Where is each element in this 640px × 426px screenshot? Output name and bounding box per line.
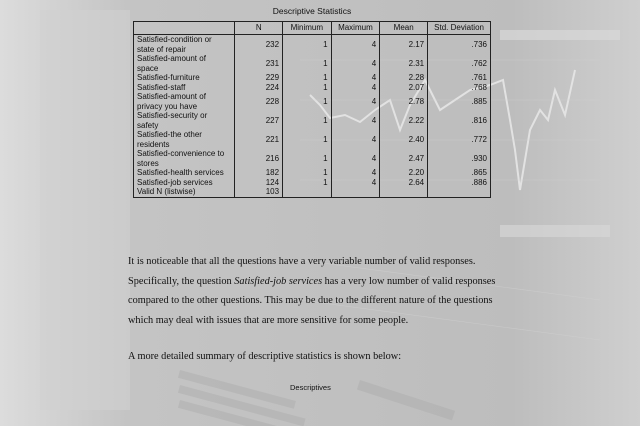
cell-maximum: 4 [331,92,380,111]
cell-n: 224 [235,83,283,93]
row-label [134,111,235,130]
cell-n: 227 [235,111,283,130]
summary-intro-text: A more detailed summary of descriptive statistics is shown below: [128,351,402,362]
cell-mean [380,187,428,197]
cell-std-deviation: .885 [428,92,491,111]
row-label [134,54,235,73]
row-label [134,130,235,149]
row-label [134,178,235,188]
paragraph-text: has a very low number of valid responses [322,275,496,287]
cell-n: 216 [235,149,283,168]
row-label-line: stores [137,158,159,168]
table-row [134,168,491,178]
row-label-line: state of repair [137,44,186,54]
cell-mean: 2.22 [380,111,428,130]
table-row [134,92,491,111]
header-mean: Mean [380,22,428,35]
analysis-paragraph [128,252,528,330]
cell-maximum: 4 [331,168,380,178]
row-label [134,149,235,168]
table-row [134,54,491,73]
cell-mean: 2.20 [380,168,428,178]
row-label-line: Valid N (listwise) [137,187,196,196]
table-row [134,178,491,188]
cell-maximum: 4 [331,130,380,149]
table-row [134,149,491,168]
row-label-line: Satisfied-amount of [137,92,206,101]
cell-minimum: 1 [283,92,332,111]
cell-mean: 2.28 [380,73,428,83]
row-label-line: Satisfied-condition or [137,35,212,44]
row-label-line: Satisfied-health services [137,168,224,177]
summary-intro [128,347,528,367]
cell-std-deviation: .736 [428,35,491,55]
cell-minimum: 1 [283,73,332,83]
header-n: N [235,22,283,35]
row-label [134,83,235,93]
cell-maximum: 4 [331,73,380,83]
row-label-line: Satisfied-furniture [137,73,200,82]
cell-minimum [283,187,332,197]
paragraph-line [128,272,528,292]
row-label-line: Satisfied-job services [137,177,213,187]
cell-std-deviation [428,187,491,197]
table-row [134,111,491,130]
cell-minimum: 1 [283,149,332,168]
cell-minimum: 1 [283,168,332,178]
row-label-line: Satisfied-the other [137,130,202,139]
row-label-line: safety [137,120,159,130]
cell-std-deviation: .886 [428,178,491,188]
cell-n: 231 [235,54,283,73]
table-row [134,35,491,55]
row-label-line: space [137,63,159,73]
descriptives-title: Descriptives [290,383,331,392]
cell-minimum: 1 [283,83,332,93]
row-label-line: Satisfied-staff [137,82,186,92]
cell-mean: 2.07 [380,83,428,93]
cell-std-deviation: .772 [428,130,491,149]
table-row [134,73,491,83]
cell-maximum: 4 [331,149,380,168]
paragraph-line: It is noticeable that all the questions have a very variable number of valid responses. [128,256,476,267]
cell-std-deviation: .762 [428,54,491,73]
table-row [134,130,491,149]
cell-std-deviation: .816 [428,111,491,130]
header-maximum: Maximum [331,22,380,35]
cell-n: 229 [235,73,283,83]
table-header-row [134,22,491,35]
paragraph-italic-term: Satisfied-job services [234,275,323,287]
cell-std-deviation: .768 [428,83,491,93]
header-minimum: Minimum [283,22,332,35]
cell-n: 221 [235,130,283,149]
cell-maximum: 4 [331,111,380,130]
cell-maximum [331,187,380,197]
table-title: Descriptive Statistics [272,6,352,16]
cell-n: 124 [235,178,283,188]
cell-n: 182 [235,168,283,178]
row-label-line: Satisfied-convenience to [137,149,225,158]
row-label [134,168,235,178]
table-row [134,187,491,197]
cell-minimum: 1 [283,35,332,55]
row-label-line: Satisfied-amount of [137,54,206,63]
row-label [134,187,235,197]
cell-n: 228 [235,92,283,111]
header-std-deviation: Std. Deviation [428,22,491,35]
cell-maximum: 4 [331,35,380,55]
row-label-line: privacy you have [137,101,198,111]
row-label [134,73,235,83]
paragraph-text: Specifically, the question [128,275,235,287]
cell-std-deviation: .930 [428,149,491,168]
row-label [134,35,235,55]
cell-mean: 2.31 [380,54,428,73]
row-label-line: residents [137,139,170,149]
row-label [134,92,235,111]
cell-n: 103 [235,187,283,197]
cell-std-deviation: .865 [428,168,491,178]
header-label [134,22,235,35]
cell-minimum: 1 [283,111,332,130]
cell-mean: 2.17 [380,35,428,55]
cell-n: 232 [235,35,283,55]
cell-mean: 2.78 [380,92,428,111]
paragraph-line: which may deal with issues that are more sensitive for some people. [128,314,409,326]
cell-mean: 2.47 [380,149,428,168]
cell-std-deviation: .761 [428,73,491,83]
cell-maximum: 4 [331,178,380,188]
row-label-line: Satisfied-security or [137,111,208,120]
cell-minimum: 1 [283,54,332,73]
cell-minimum: 1 [283,178,332,188]
cell-minimum: 1 [283,130,332,149]
cell-mean: 2.64 [380,178,428,188]
paragraph-line: compared to the other questions. This may be due to the different nature of the questions [128,295,493,306]
cell-mean: 2.40 [380,130,428,149]
table-row [134,83,491,93]
cell-maximum: 4 [331,83,380,93]
cell-maximum: 4 [331,54,380,73]
descriptive-statistics-table [133,21,491,198]
